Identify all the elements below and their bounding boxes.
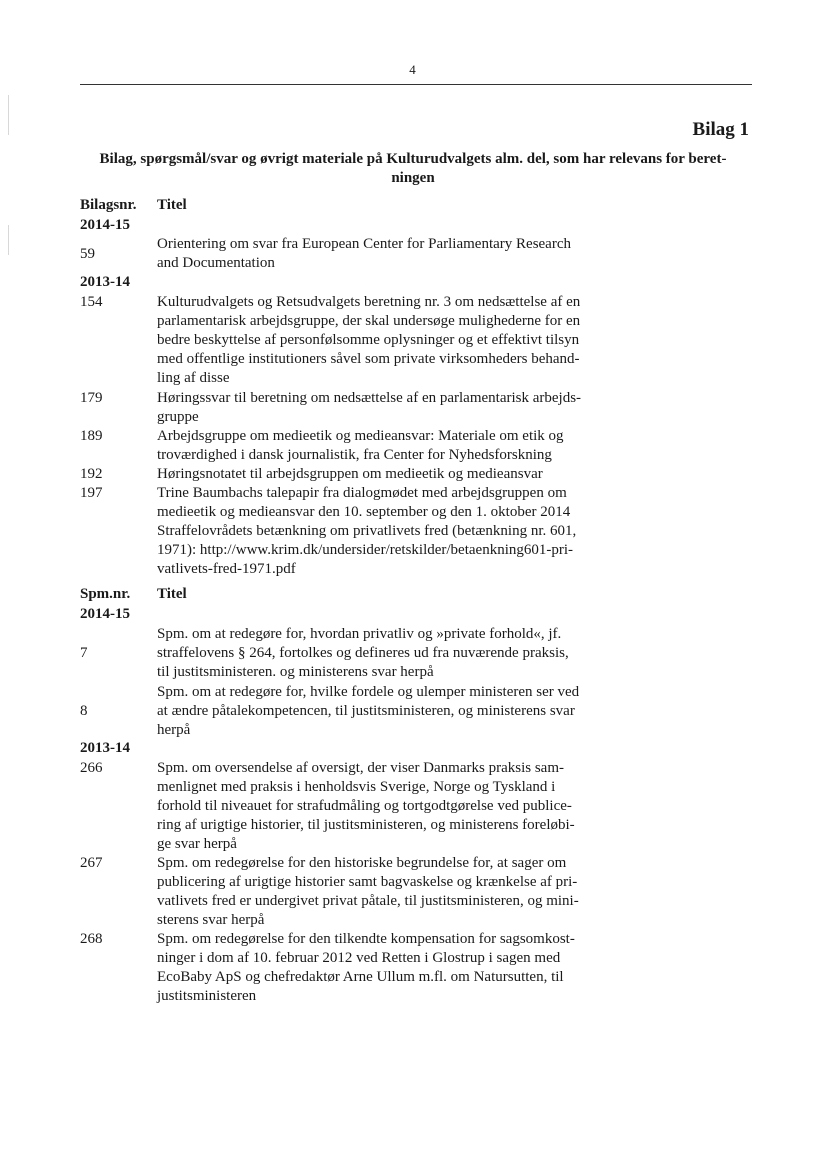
document-title-line: Bilag, spørgsmål/svar og øvrigt materiale på Kulturudvalgets alm. del, som har relevans for beret- xyxy=(99,151,727,167)
spm-title: Spm. om oversendelse af oversigt, der viser Danmarks praksis sam- menlignet med praksis i henholdsvis Sverige, Norge og Tyskland i forhold til niveauet for strafudmåling og tortgodtgørelse ved publice- ring af urigtige historier, til justitsministeren, og ministerens foreløbi- ge svar herpå xyxy=(157,760,575,852)
spm-title: Spm. om at redegøre for, hvilke fordele og ulemper ministeren ser ved at ændre påtalekompetencen, til justitsministeren, og ministerens svar herpå xyxy=(157,684,580,738)
spm-number: 268 xyxy=(80,931,103,947)
year-heading: 2013-14 xyxy=(80,274,130,290)
year-heading: 2014-15 xyxy=(80,217,130,233)
bilag-number: 154 xyxy=(80,294,103,310)
spm-title-header: Titel xyxy=(157,586,187,602)
bilag-title: Kulturudvalgets og Retsudvalgets beretning nr. 3 om nedsættelse af en parlamentarisk arbejdsgruppe, der skal undersøge mulighederne for en bedre beskyttelse af personfølsomme oplysninger og et effektivt tilsyn med offentlige institutioners såvel som private virksomheders behand- ling af disse xyxy=(157,294,581,386)
spm-number-header: Spm.nr. xyxy=(80,586,131,602)
page-number: 4 xyxy=(409,62,416,77)
spm-number: 7 xyxy=(80,645,88,661)
bilag-title: Orientering om svar fra European Center for Parliamentary Research and Documentation xyxy=(157,236,571,271)
spm-number: 266 xyxy=(80,760,103,776)
document-title xyxy=(68,150,758,188)
bilag-title: Trine Baumbachs talepapir fra dialogmødet med arbejdsgruppen om medieetik og medieansvar den 10. september og den 1. oktober 2014 Straffelovrådets betænkning om privatlivets fred (betænkning nr. 601, 1971): http://www.krim.dk/undersider/retskilder/betaenkning601-pri- vatlivets-fred-1971.pdf xyxy=(157,485,577,577)
bilag-number: 197 xyxy=(80,485,103,501)
spm-title: Spm. om redegørelse for den tilkendte kompensation for sagsomkost- ninger i dom af 10. februar 2012 ved Retten i Glostrup i sagen med EcoBaby ApS og chefredaktør Arne Ullum m.fl. om Natursutten, til justitsministeren xyxy=(157,931,575,1004)
bilag-number: 189 xyxy=(80,428,103,444)
document-title-line: ningen xyxy=(391,170,435,186)
year-heading: 2014-15 xyxy=(80,606,130,622)
bilag-number: 59 xyxy=(80,246,95,262)
bilag-title: Arbejdsgruppe om medieetik og medieansvar: Materiale om etik og troværdighed i dansk journalistik, fra Center for Nyhedsforskning xyxy=(157,428,564,463)
bilag-title-header: Titel xyxy=(157,197,187,213)
scan-margin-mark xyxy=(8,225,9,255)
spm-title: Spm. om redegørelse for den historiske begrundelse for, at sager om publicering af urigtige historier samt bagvaskelse og krænkelse af pri- vatlivets fred er undergivet privat påtale, til justitsministeren, og mini- sterens svar herpå xyxy=(157,855,579,928)
bilag-title: Høringssvar til beretning om nedsættelse af en parlamentarisk arbejds- gruppe xyxy=(157,390,582,425)
bilag-number: 179 xyxy=(80,390,103,406)
header-rule xyxy=(80,84,752,85)
scan-margin-mark xyxy=(8,95,9,135)
appendix-heading: Bilag 1 xyxy=(692,119,749,140)
bilag-number: 192 xyxy=(80,466,103,482)
spm-title: Spm. om at redegøre for, hvordan privatliv og »private forhold«, jf. straffelovens § 264, fortolkes og defineres ud fra nuværende praksis, til justitsministeren. og ministerens svar herpå xyxy=(157,626,569,680)
bilag-number-header: Bilagsnr. xyxy=(80,197,137,213)
spm-number: 267 xyxy=(80,855,103,871)
bilag-title: Høringsnotatet til arbejdsgruppen om medieetik og medieansvar xyxy=(157,466,543,482)
year-heading: 2013-14 xyxy=(80,740,130,756)
spm-number: 8 xyxy=(80,703,88,719)
